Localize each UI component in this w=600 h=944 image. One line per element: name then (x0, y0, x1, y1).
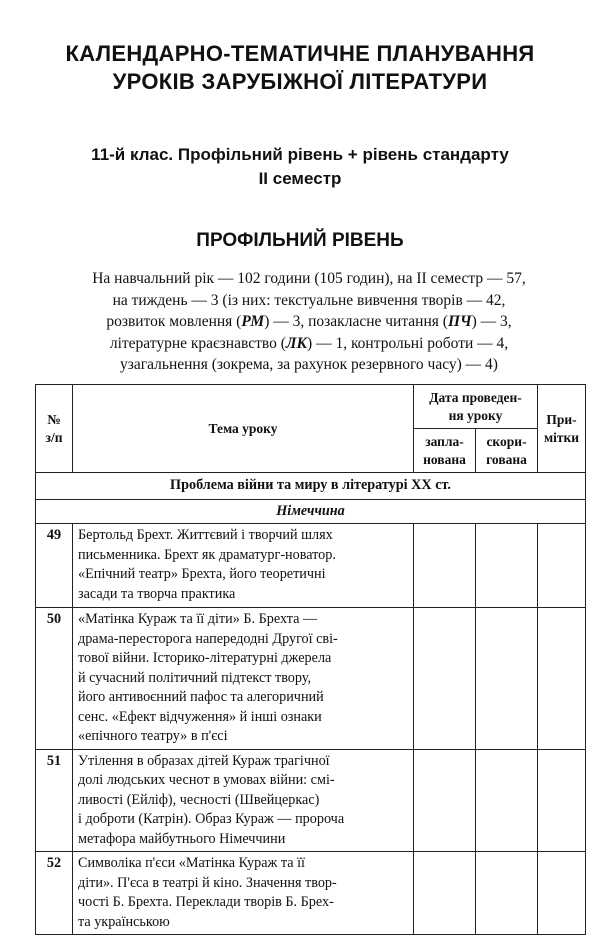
summary-text: літературне краєзнавство ( (109, 334, 286, 352)
summary-text: ) — 3, (471, 313, 512, 330)
section-heading: Проблема війни та миру в літературі XX ст. (36, 473, 586, 500)
adjusted-header-line: скори- (486, 433, 527, 449)
topic-line: та українською (78, 913, 170, 930)
planned-date-cell (414, 852, 476, 935)
table-row (36, 608, 586, 750)
date-header-line: ня уроку (448, 407, 503, 423)
topic-line: чості Б. Брехта. Переклади творів Б. Брех- (78, 894, 334, 910)
summary-line-5: узагальнення (зокрема, за рахунок резервного часу) — 4) (120, 356, 498, 373)
subsection-heading: Німеччина (36, 499, 586, 524)
hours-summary (36, 268, 582, 376)
adjusted-date-cell (476, 608, 538, 750)
subtitle-line-1: 11-й клас. Профільний рівень + рівень стандарту (91, 145, 509, 164)
summary-line-2: на тиждень — 3 (із них: текстуальне вивчення творів — 42, (112, 291, 506, 309)
page-title (0, 40, 600, 96)
section-title: ПРОФІЛЬНИЙ РІВЕНЬ (196, 230, 404, 251)
lesson-number: 50 (36, 608, 73, 750)
lesson-topic (73, 749, 414, 852)
date-header (414, 385, 538, 429)
topic-line: Символіка п'єси «Матінка Кураж та її (78, 855, 305, 871)
planned-date-header (414, 429, 476, 473)
topic-line: тової війни. Історико-літературні джерела (78, 650, 332, 666)
table-row (36, 852, 586, 935)
topic-line: сенс. «Ефект відчуження» й інші ознаки (78, 708, 322, 725)
summary-text: ) — 3, позакласне читання ( (264, 313, 448, 330)
topic-line: письменника. Брехт як драматург-новатор. (78, 546, 336, 563)
topic-line: долі людських чеснот в умовах війни: смі- (78, 772, 335, 788)
topic-line: засади та творча практика (78, 585, 236, 602)
abbr-rm: РМ (241, 313, 265, 330)
topic-line: і доброти (Катрін). Образ Кураж — пророча (78, 811, 345, 827)
planned-date-cell (414, 608, 476, 750)
page-subtitle (0, 143, 600, 191)
table-row (36, 749, 586, 852)
title-line-1: КАЛЕНДАРНО-ТЕМАТИЧНЕ ПЛАНУВАННЯ (65, 41, 535, 66)
adjusted-date-header (476, 429, 538, 473)
adjusted-date-cell (476, 749, 538, 852)
subtitle-line-2: II семестр (258, 169, 342, 188)
topic-line: його антивоєнний пафос та алегоричний (78, 689, 324, 705)
lesson-number: 49 (36, 524, 73, 608)
table-row (36, 524, 586, 608)
header-row (36, 385, 586, 429)
planned-header-line: запла- (425, 433, 464, 449)
lesson-number: 51 (36, 749, 73, 852)
topic-line: драма-пересторога напередодні Другої сві- (78, 630, 338, 647)
planned-date-cell (414, 749, 476, 852)
planned-header-line: нована (423, 451, 466, 467)
topic-header: Тема уроку (73, 385, 414, 473)
notes-header-line: При- (546, 411, 577, 427)
summary-line-4 (36, 333, 582, 355)
lesson-number: 52 (36, 852, 73, 935)
lesson-topic (73, 852, 414, 935)
notes-cell (538, 852, 586, 935)
adjusted-header-line: гована (486, 451, 527, 467)
topic-line: ливості (Ейліф), чесності (Швейцеркас) (78, 791, 320, 808)
planned-date-cell (414, 524, 476, 608)
topic-line: й сучасний політичний підтекст твору, (78, 669, 312, 686)
notes-header (538, 385, 586, 473)
num-header-line: з/п (45, 429, 63, 445)
section-row (36, 473, 586, 500)
summary-text: розвиток мовлення ( (106, 313, 242, 330)
topic-line: «епічного театру» в п'єсі (78, 728, 228, 744)
summary-line-3 (36, 311, 582, 333)
adjusted-date-cell (476, 524, 538, 608)
summary-line-1: На навчальний рік — 102 години (105 годин), на II семестр — 57, (92, 270, 526, 287)
notes-cell (538, 524, 586, 608)
summary-text: ) — 1, контрольні роботи — 4, (307, 334, 509, 352)
topic-line: «Матінка Кураж та її діти» Б. Брехта — (78, 611, 318, 627)
topic-line: Утілення в образах дітей Кураж трагічної (78, 752, 330, 769)
abbr-pch: ПЧ (447, 313, 472, 330)
num-header (36, 385, 73, 473)
topic-line: метафора майбутнього Німеччини (78, 830, 286, 847)
notes-cell (538, 608, 586, 750)
adjusted-date-cell (476, 852, 538, 935)
subsection-row (36, 499, 586, 524)
date-header-line: Дата проведен- (429, 389, 522, 405)
lesson-plan-table (35, 384, 586, 935)
title-line-2: УРОКІВ ЗАРУБІЖНОЇ ЛІТЕРАТУРИ (112, 69, 488, 94)
notes-header-line: мітки (543, 429, 580, 445)
notes-cell (538, 749, 586, 852)
topic-line: Бертольд Брехт. Життєвий і творчий шлях (78, 527, 333, 543)
abbr-lk: ЛК (285, 334, 308, 352)
topic-line: «Епічний театр» Брехта, його теоретичні (78, 566, 326, 582)
num-header-line: № (47, 411, 61, 427)
lesson-topic (73, 608, 414, 750)
topic-line: діти». П'єса в театрі й кіно. Значення твор- (78, 874, 337, 891)
lesson-topic (73, 524, 414, 608)
